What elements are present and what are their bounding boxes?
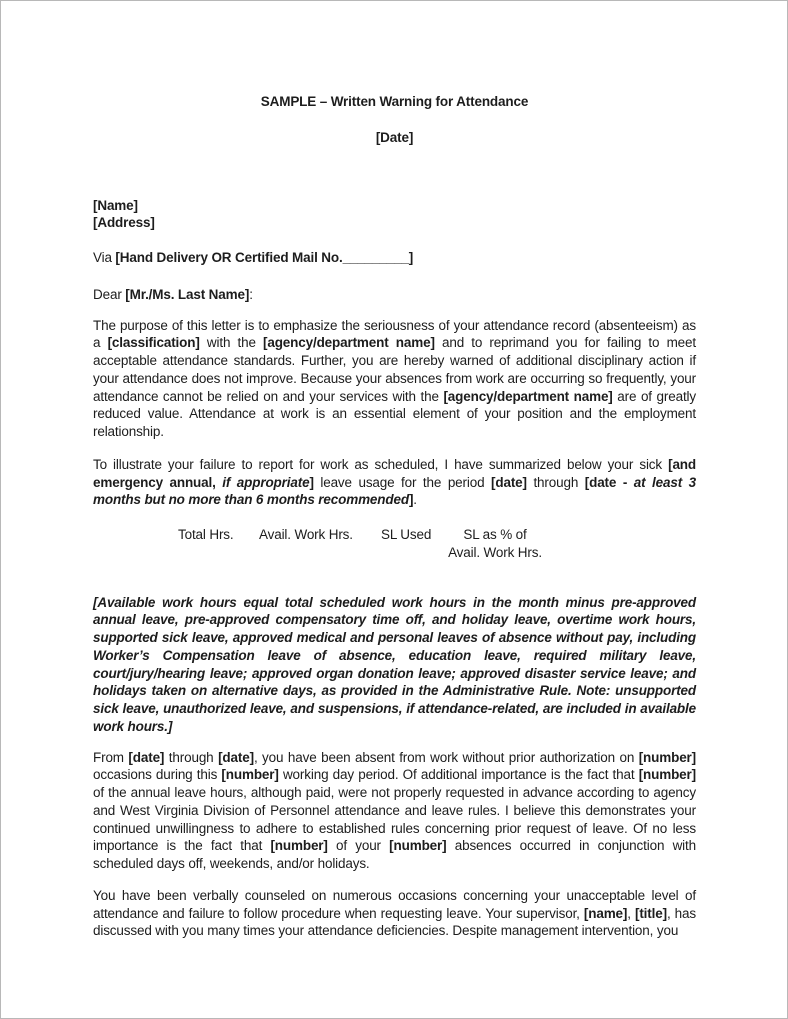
column-header-sl-used: SL Used: [381, 527, 432, 542]
paragraph-purpose: The purpose of this letter is to emphasize the seriousness of your attendance record (absenteeism) as a [classification] with the [agency/department name] and to reprimand you for failing to meet acceptable attendance standards. Further, you are hereby warned of additional disciplinary action if your attendance does not improve. Because your absences from work are occurring so frequently, your attendance cannot be relied on and your services with the [agency/department name] are of greatly reduced value. Attendance at work is an essential element of your position and the employment relationship.: [93, 317, 696, 439]
letter-content: [93, 93, 696, 940]
column-header-sl-percent-line2: Avail. Work Hrs.: [448, 544, 542, 560]
date-placeholder: [Date]: [375, 129, 414, 145]
column-header-sl-percent-line1: SL as % of: [463, 527, 527, 542]
paragraph-leave-summary-intro: To illustrate your failure to report for work as scheduled, I have summarized below your sick [and emergency annual, if appropriate] leave usage for the period [date] through [date - at least 3 months but no more than 6 months recommended].: [93, 456, 696, 508]
column-header-total-hrs: Total Hrs.: [178, 527, 234, 542]
column-header-sl-percent: [445, 526, 545, 562]
letter-title: SAMPLE – Written Warning for Attendance: [260, 94, 529, 109]
column-header-avail-work-hrs: Avail. Work Hrs.: [259, 527, 353, 542]
leave-summary-header-row: [93, 526, 696, 562]
recipient-block: [93, 197, 696, 233]
delivery-method-line: Via [Hand Delivery OR Certified Mail No._________]: [93, 250, 414, 265]
recipient-address: [Address]: [93, 215, 155, 231]
paragraph-absence-details: From [date] through [date], you have been absent from work without prior authorization on [number] occasions during this [number] working day period. Of additional importance is the fact that [number] of the annual leave hours, although paid, were not properly requested in advance according to agency and West Virginia Division of Personnel attendance and leave rules. I believe this demonstrates your continued unwillingness to adhere to established rules concerning prior request of leave. Of no less importance is the fact that [number] of your [number] absences occurred in conjunction with scheduled days off, weekends, and/or holidays.: [93, 749, 696, 871]
recipient-name: [Name]: [93, 197, 138, 213]
paragraph-counseling-history: You have been verbally counseled on numerous occasions concerning your unacceptable level of attendance and failure to follow procedure when requesting leave. Your supervisor, [name], [title], has discussed with you many times your attendance deficiencies. Despite management intervention, you: [93, 887, 696, 939]
paragraph-available-hours-definition: [Available work hours equal total scheduled work hours in the month minus pre-approved annual leave, pre-approved compensatory time off, and holiday leave, overtime work hours, supported sick leave, approved medical and personal leaves of absence without pay, including Worker’s Compensation leave of absence, education leave, required military leave, court/jury/hearing leave; approved organ donation leave; approved disaster service leave; and holidays taken on alternative days, as provided in the Administrative Rule. Note: unsupported sick leave, unauthorized leave, and suspensions, if attendance-related, are included in available work hours.]: [93, 594, 696, 734]
salutation: Dear [Mr./Ms. Last Name]:: [93, 286, 253, 302]
